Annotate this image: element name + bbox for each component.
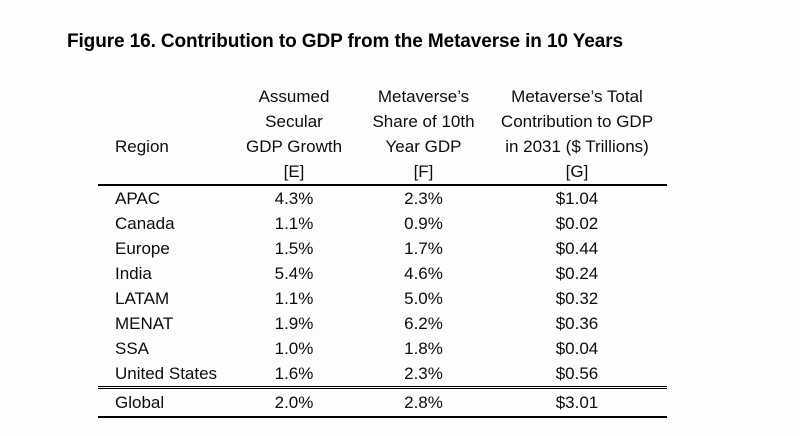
share-cell: 1.8%	[404, 339, 443, 358]
header-gdp-growth-code: [E]	[283, 162, 305, 181]
header-total-contribution	[487, 84, 667, 185]
gdp-growth-cell: 1.1%	[274, 214, 314, 233]
region-cell: APAC	[115, 189, 161, 208]
table-row-menat	[98, 311, 667, 336]
header-total-contribution-line-2: Contribution to GDP	[500, 112, 654, 131]
contribution-cell: $0.02	[555, 214, 599, 233]
table-row-india	[98, 261, 667, 286]
region-cell: India	[115, 264, 152, 283]
contribution-cell: $0.56	[555, 364, 599, 383]
header-gdp-growth-line-2: Secular	[265, 112, 323, 131]
share-cell: 2.3%	[404, 189, 443, 208]
table-row-global-total	[98, 388, 667, 418]
header-metaverse-share-line-2: Share of 10th	[372, 112, 475, 131]
header-region-label: Region	[115, 137, 169, 156]
gdp-growth-cell: 1.1%	[274, 289, 314, 308]
header-metaverse-share-line-1: Metaverse’s	[377, 87, 470, 106]
gdp-growth-cell: 4.3%	[274, 189, 314, 208]
header-gdp-growth-line-1: Assumed	[258, 87, 330, 106]
contribution-cell: $0.24	[555, 264, 599, 283]
gdp-growth-cell: 1.6%	[274, 364, 314, 383]
gdp-growth-cell: 1.5%	[274, 239, 314, 258]
table-row-apac	[98, 185, 667, 211]
region-cell: LATAM	[115, 289, 170, 308]
header-metaverse-share-code: [F]	[413, 162, 434, 181]
header-metaverse-share-line-3: Year GDP	[385, 137, 462, 156]
share-cell: 1.7%	[404, 239, 443, 258]
gdp-growth-cell: 2.0%	[228, 388, 360, 418]
header-total-contribution-line-1: Metaverse’s Total	[511, 87, 643, 106]
region-cell: MENAT	[115, 314, 174, 333]
table-row-united-states	[98, 361, 667, 388]
header-region	[98, 84, 228, 185]
figure-title: Figure 16. Contribution to GDP from the Metaverse in 10 Years	[67, 31, 623, 52]
share-cell: 0.9%	[404, 214, 443, 233]
header-total-contribution-code: [G]	[565, 162, 589, 181]
region-cell: SSA	[115, 339, 150, 358]
table-header-row	[98, 84, 667, 185]
gdp-growth-cell: 1.9%	[274, 314, 314, 333]
share-cell: 6.2%	[404, 314, 443, 333]
header-total-contribution-line-3: in 2031 ($ Trillions)	[505, 137, 649, 156]
gdp-growth-cell: 1.0%	[274, 339, 314, 358]
region-cell: Global	[98, 388, 228, 418]
contribution-cell: $0.32	[555, 289, 599, 308]
table-row-canada	[98, 211, 667, 236]
header-metaverse-share	[360, 84, 487, 185]
contribution-cell: $3.01	[487, 388, 667, 418]
header-gdp-growth	[228, 84, 360, 185]
table-row-latam	[98, 286, 667, 311]
gdp-growth-cell: 5.4%	[274, 264, 314, 283]
contribution-cell: $0.36	[555, 314, 599, 333]
region-cell: United States	[115, 364, 218, 383]
table-row-ssa	[98, 336, 667, 361]
contribution-cell: $0.44	[555, 239, 599, 258]
header-gdp-growth-line-3: GDP Growth	[245, 137, 343, 156]
share-cell: 2.3%	[404, 364, 443, 383]
contribution-cell: $1.04	[555, 189, 599, 208]
gdp-table	[98, 84, 667, 418]
region-cell: Europe	[115, 239, 170, 258]
share-cell: 5.0%	[404, 289, 443, 308]
table-row-europe	[98, 236, 667, 261]
share-cell: 4.6%	[404, 264, 443, 283]
table-body	[98, 185, 667, 417]
table-header	[98, 84, 667, 185]
contribution-cell: $0.04	[555, 339, 599, 358]
region-cell: Canada	[115, 214, 175, 233]
share-cell: 2.8%	[360, 388, 487, 418]
